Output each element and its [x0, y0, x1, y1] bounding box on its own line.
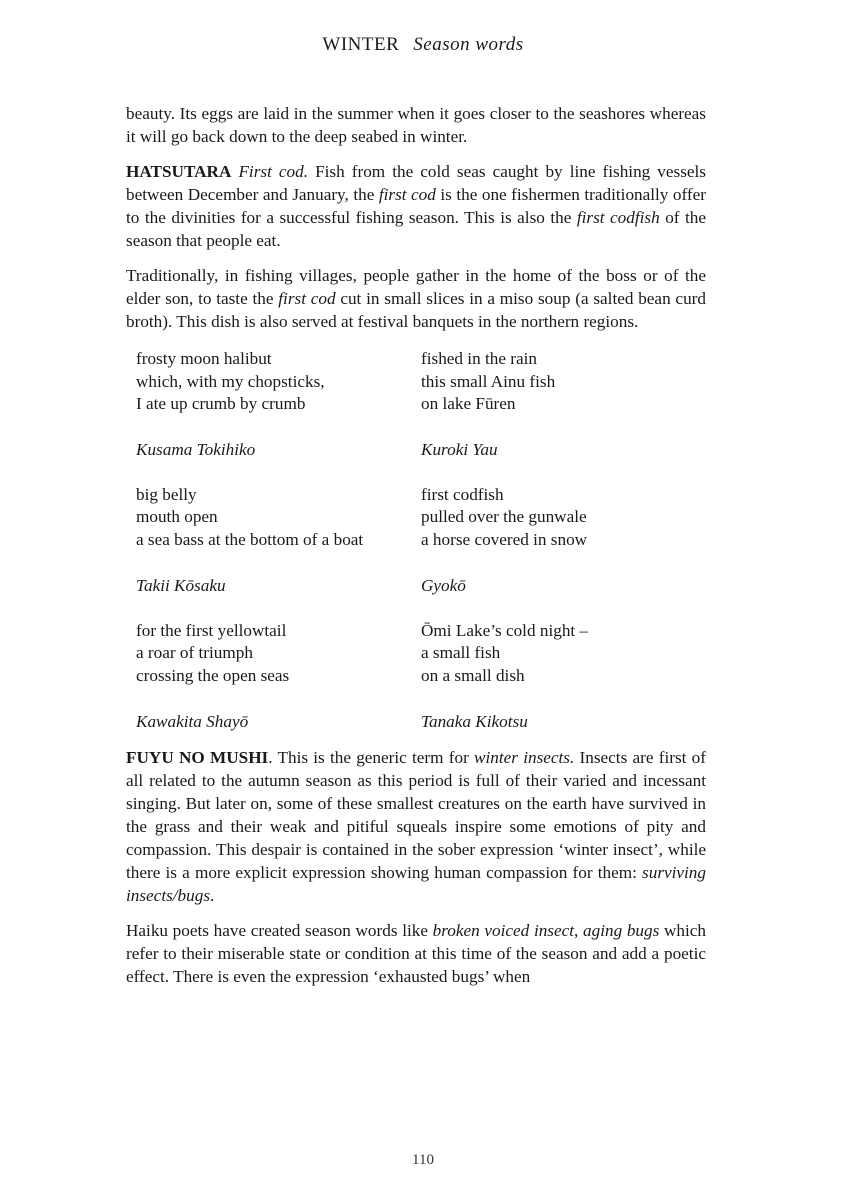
emphasis: first cod: [378, 185, 436, 204]
emphasis: surviving insects/bugs: [126, 863, 706, 906]
running-header: [0, 34, 846, 56]
text-run: Fish from the cold seas caught by line fishing vessels between December and January, the: [126, 162, 706, 204]
paragraph-tradition: [126, 264, 706, 333]
haiku: [136, 347, 421, 483]
haiku-lines: [421, 347, 706, 415]
haiku-line: first codfish: [421, 484, 504, 504]
entry-hatsutara: [126, 160, 706, 252]
text-run: of the season that people eat.: [126, 208, 707, 250]
haiku-line: a small fish: [421, 643, 501, 663]
emphasis: first codfish: [576, 208, 660, 227]
haiku-lines: [136, 483, 421, 551]
entry-fuyu-no-mushi: [126, 746, 706, 907]
haiku-row: [136, 483, 706, 619]
haiku-line: on lake Fūren: [421, 394, 516, 414]
entry-term-translation: First cod.: [238, 162, 309, 181]
haiku: [421, 347, 706, 483]
emphasis: broken voiced insect: [432, 921, 575, 941]
haiku-author: Kusama Tokihiko: [136, 440, 256, 460]
haiku-line: crossing the open seas: [136, 665, 290, 685]
paragraph-haiku-poets: [126, 919, 706, 988]
paragraph-intro: beauty. Its eggs are laid in the summer when it goes closer to the seashores whereas it will go back down to the deep seabed in winter.: [126, 104, 706, 146]
haiku-line: a roar of triumph: [136, 643, 253, 663]
emphasis: first cod: [278, 289, 336, 308]
haiku-line: frosty moon halibut: [136, 349, 272, 368]
haiku-author: Kawakita Shayō: [136, 711, 249, 731]
haiku-author: Gyokō: [421, 575, 466, 595]
haiku-row: [136, 347, 706, 483]
text-run: . This is the generic term for: [268, 748, 475, 768]
emphasis: aging bugs: [583, 921, 660, 941]
haiku-author: Takii Kōsaku: [136, 575, 226, 595]
text-run: Haiku poets have created season words like: [126, 921, 433, 941]
text-run: Insects are first of all related to the autumn season as this period is full of their varied and incessant singing. But later on, some of these smallest creatures on the earth have survived in the grass and their weak and pitiful squeals inspire some emotions of pity and compassion. This despair is contained in the sober expression ‘winter insect’, while there is a more explicit expression showing human compassion for them:: [126, 748, 706, 883]
haiku-line: Ōmi Lake’s cold night –: [421, 620, 589, 640]
page-body: [126, 102, 706, 1000]
haiku-author: Tanaka Kikotsu: [421, 711, 528, 731]
text-run: .: [210, 886, 215, 906]
emphasis: winter insects.: [474, 748, 575, 768]
header-subtitle: Season words: [413, 34, 524, 55]
haiku-lines: [421, 483, 706, 551]
haiku: [421, 483, 706, 619]
text-run: cut in small slices in a miso soup (a salted bean curd broth). This dish is also served at festival banquets in the northern regions.: [126, 289, 706, 331]
page-number: 110: [412, 1152, 434, 1168]
haiku-line: I ate up crumb by crumb: [136, 394, 306, 414]
haiku-lines: [136, 619, 421, 687]
haiku-lines: [421, 619, 706, 687]
haiku-row: [136, 619, 706, 741]
haiku-line: this small Ainu fish: [421, 371, 556, 391]
haiku-line: a sea bass at the bottom of a boat: [136, 530, 364, 550]
haiku-lines: [136, 347, 421, 415]
haiku-line: for the first yellowtail: [136, 620, 287, 640]
haiku-line: which, with my chopsticks,: [136, 371, 325, 391]
haiku-line: on a small dish: [421, 665, 525, 685]
haiku-grid: [136, 347, 706, 740]
haiku-line: pulled over the gunwale: [421, 507, 587, 527]
haiku: [136, 619, 421, 741]
text-run: Traditionally, in fishing villages, people gather in the home of the boss or of the elder son, to taste the: [126, 266, 706, 308]
haiku-line: big belly: [136, 484, 197, 504]
haiku-line: a horse covered in snow: [421, 530, 588, 550]
header-title: WINTER: [322, 34, 400, 55]
haiku-line: fished in the rain: [421, 349, 537, 368]
text-run: which refer to their miserable state or condition at this time of the season and add a poetic effect. There is even the expression ‘exhausted bugs’ when: [126, 921, 706, 987]
text-run: is the one fishermen traditionally offer to the divinities for a successful fishing season. This is also the: [126, 185, 706, 227]
haiku-line: mouth open: [136, 507, 218, 527]
haiku-author: Kuroki Yau: [421, 440, 498, 460]
haiku: [421, 619, 706, 741]
entry-term: HATSUTARA: [126, 162, 232, 181]
entry-term: FUYU NO MUSHI: [126, 748, 269, 768]
haiku: [136, 483, 421, 619]
text-run: ,: [574, 921, 584, 941]
